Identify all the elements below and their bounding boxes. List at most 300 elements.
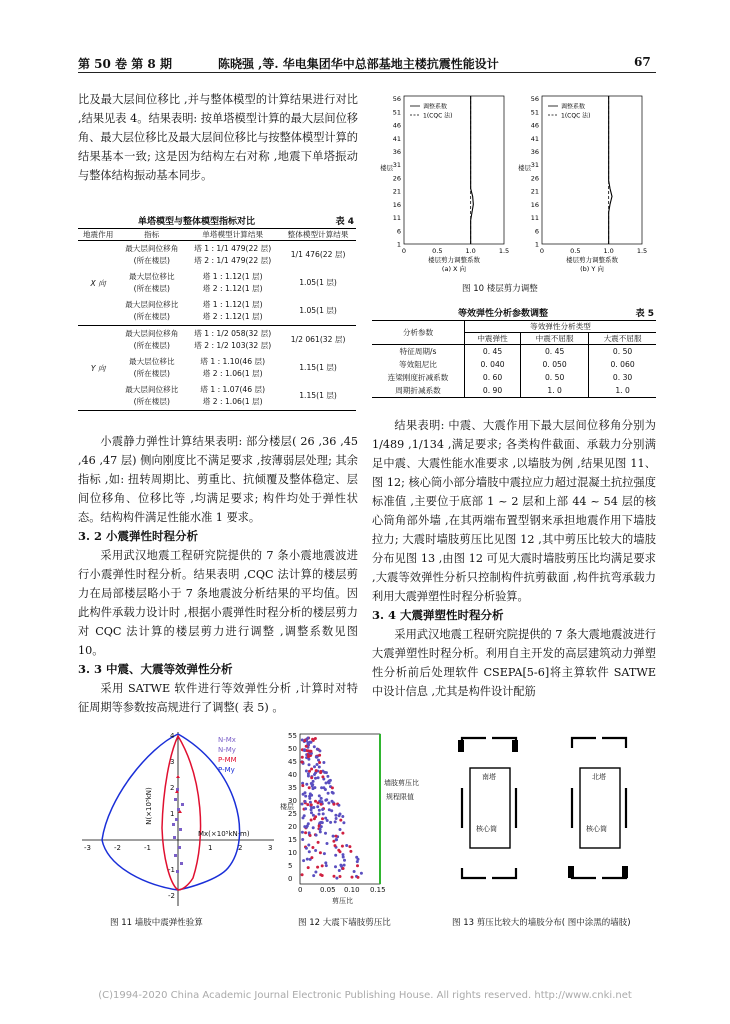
fig10-xtick: 1.5 bbox=[498, 247, 510, 255]
paragraph-equivalent-elastic: 采用 SATWE 软件进行等效弹性分析 ,计算时对特征周期等参数按高规进行了调整( 表 5) 。 bbox=[78, 682, 358, 714]
fig12-xtick-4: 0.15 bbox=[370, 886, 386, 894]
table-4-cell-metric: 最大层间位移比 (所在楼层) bbox=[125, 300, 179, 321]
fig11-ytick-3: 2 bbox=[170, 784, 175, 792]
shear-ratio-point bbox=[325, 782, 328, 785]
shear-ratio-point bbox=[319, 828, 322, 831]
fig11-xtick-1: -3 bbox=[84, 844, 91, 852]
paragraph-static-results: 小震静力弹性计算结果表明: 部分楼层( 26 ,36 ,45 ,46 ,47 层) 侧向刚度比不满足要求 ,按薄弱层处理; 其余指标 ,如: 扭转周期比、剪重比、抗倾覆及整体稳定、层间位移角、位移比等 ,均满足要求; 构件均处于弹性状态。结构构件满足性能水准 1 要求。 bbox=[78, 435, 358, 524]
fig10-ytick: 11 bbox=[530, 214, 539, 223]
shear-ratio-point bbox=[323, 852, 326, 855]
fig10-ytick: 21 bbox=[392, 187, 401, 196]
shear-ratio-point bbox=[313, 773, 316, 776]
shear-ratio-point bbox=[341, 845, 344, 848]
shear-ratio-point bbox=[335, 838, 338, 841]
table-4-row bbox=[78, 269, 356, 297]
fig12-legend-2: 规程限值 bbox=[386, 793, 414, 801]
table-5 bbox=[372, 306, 656, 398]
shear-ratio-point bbox=[310, 819, 313, 822]
shear-ratio-point bbox=[321, 775, 324, 778]
fig10-axes-frame bbox=[404, 96, 504, 244]
fig10-ytick: 56 bbox=[530, 95, 539, 104]
shear-ratio-point bbox=[319, 851, 322, 854]
figure-13-plan bbox=[452, 728, 662, 908]
fig10-xtick: 1.0 bbox=[603, 247, 614, 255]
fig12-ytick: 25 bbox=[288, 810, 297, 818]
shear-ratio-point bbox=[317, 841, 320, 844]
table-5-value: 0. 30 bbox=[612, 373, 633, 382]
shear-ratio-point bbox=[318, 761, 321, 764]
fig10-ylabel: 楼层 bbox=[518, 164, 531, 172]
fig10-ytick: 46 bbox=[392, 121, 401, 130]
table-5-value: 0. 50 bbox=[521, 371, 589, 384]
shear-ratio-point bbox=[315, 756, 318, 759]
shear-ratio-point bbox=[341, 832, 344, 835]
table-5-value: 0. 90 bbox=[465, 384, 521, 398]
fig10-ytick: 36 bbox=[392, 148, 401, 156]
shear-ratio-point bbox=[315, 834, 318, 837]
table-5-param: 特征周期/s bbox=[372, 345, 465, 359]
shear-ratio-point bbox=[320, 825, 323, 828]
table-4-cell-whole: 1.15(1 层) bbox=[299, 363, 337, 372]
shear-ratio-point bbox=[332, 835, 335, 838]
table-4-cell-metric: 最大层间位移角 (所在楼层) bbox=[125, 244, 179, 265]
shear-ratio-point bbox=[309, 741, 312, 744]
fig12-ytick: 15 bbox=[288, 836, 297, 844]
shear-ratio-point bbox=[309, 801, 312, 804]
shear-ratio-point bbox=[304, 800, 307, 803]
shear-ratio-point bbox=[305, 783, 308, 786]
shear-ratio-point bbox=[301, 838, 304, 841]
fig10-xtick: 0 bbox=[539, 247, 545, 255]
shear-ratio-point bbox=[301, 831, 304, 834]
shear-ratio-point bbox=[310, 776, 313, 779]
shear-ratio-point bbox=[327, 802, 330, 805]
fig12-ytick: 35 bbox=[288, 784, 297, 792]
table-5-param: 等效阻尼比 bbox=[372, 358, 465, 371]
fig10-ylabel: 楼层 bbox=[380, 164, 393, 172]
fig11-xtick-2: -2 bbox=[114, 844, 121, 852]
figure-10-plots bbox=[372, 90, 656, 280]
fig13-label-core-1: 核心筒 bbox=[476, 825, 497, 833]
shear-ratio-point bbox=[341, 815, 344, 818]
table-5-value: 1. 0 bbox=[615, 386, 630, 395]
fig10-xlabel: 楼层剪力调整系数 bbox=[428, 256, 480, 264]
table-4-number: 表 4 bbox=[335, 217, 354, 227]
shear-ratio-point bbox=[308, 786, 311, 789]
shear-ratio-point bbox=[326, 819, 329, 822]
table-5-value: 0. 60 bbox=[465, 371, 521, 384]
shear-ratio-point bbox=[303, 814, 306, 817]
high-shear-walls bbox=[458, 740, 628, 878]
shear-ratio-point bbox=[320, 800, 323, 803]
table-4-header: 单塔模型计算结果 bbox=[202, 230, 264, 239]
shear-ratio-point bbox=[309, 834, 312, 837]
fig12-ytick: 0 bbox=[288, 875, 293, 883]
shear-ratio-point bbox=[321, 864, 324, 867]
table-4-row bbox=[78, 241, 356, 270]
shear-ratio-point bbox=[337, 849, 340, 852]
fig12-ylabel: 楼层 bbox=[280, 803, 294, 811]
shear-ratio-point bbox=[310, 782, 313, 785]
shear-ratio-point bbox=[318, 754, 321, 757]
shear-ratio-point bbox=[310, 768, 313, 771]
shear-ratio-point bbox=[335, 877, 338, 880]
shear-ratio-point bbox=[333, 875, 336, 878]
shear-ratio-point bbox=[307, 737, 310, 740]
table-5-value: 0. 040 bbox=[465, 358, 521, 371]
table-4-cell-metric: 最大层位移比 (所在楼层) bbox=[128, 357, 175, 378]
fig10-ytick: 46 bbox=[530, 121, 539, 130]
shear-ratio-point bbox=[339, 828, 342, 831]
shear-ratio-point bbox=[312, 874, 315, 877]
fig11-legend-2: N-My bbox=[218, 746, 236, 754]
shear-ratio-point bbox=[318, 766, 321, 769]
shear-ratio-point bbox=[322, 761, 325, 764]
shear-ratio-point bbox=[308, 831, 311, 834]
shear-ratio-point bbox=[307, 844, 310, 847]
table-4-cell-whole: 1/2 061(32 层) bbox=[290, 335, 346, 344]
fig10-xtick: 1.5 bbox=[636, 247, 648, 255]
fig10-xlabel: 楼层剪力调整系数 bbox=[566, 256, 618, 264]
table-4-cell-single: 塔 1 : 1.12(1 层) 塔 2 : 1.12(1 层) bbox=[202, 272, 263, 293]
shear-ratio-point bbox=[306, 803, 309, 806]
shear-ratio-point bbox=[305, 745, 308, 748]
shear-ratio-point bbox=[313, 745, 316, 748]
fig10-ytick: 26 bbox=[530, 174, 539, 183]
table-4-header: 地震作用 bbox=[82, 230, 114, 239]
shear-ratio-point bbox=[325, 771, 328, 774]
left-main-text bbox=[78, 432, 358, 717]
table-5-group-header: 等效弹性分析类型 bbox=[465, 321, 657, 333]
shear-ratio-point bbox=[337, 804, 340, 807]
fig10-xtick: 1.0 bbox=[465, 247, 476, 255]
table-4-title: 单塔模型与整体模型指标对比 bbox=[138, 217, 256, 227]
shear-ratio-point bbox=[313, 765, 316, 768]
figure-10-caption: 图 10 楼层剪力调整 bbox=[462, 284, 538, 294]
fig11-legend-4: P-My bbox=[218, 766, 235, 774]
fig11-xtick-5: 2 bbox=[238, 844, 243, 852]
shear-ratio-point bbox=[316, 866, 319, 869]
table-4-cell-metric: 最大层间位移比 (所在楼层) bbox=[125, 385, 179, 406]
shear-ratio-point bbox=[305, 847, 308, 850]
table-5-row bbox=[372, 384, 656, 398]
figure-12 bbox=[280, 728, 450, 938]
shear-ratio-point bbox=[319, 771, 322, 774]
fig11-ytick-6: -2 bbox=[168, 892, 175, 900]
fig11-xtick-4: 1 bbox=[208, 844, 213, 852]
shear-ratio-point bbox=[303, 748, 306, 751]
shear-ratio-point bbox=[306, 858, 309, 861]
fig11-ytick-4: 1 bbox=[170, 810, 175, 818]
table-5-value: 0. 060 bbox=[610, 360, 635, 369]
shear-ratio-point bbox=[342, 821, 345, 824]
shear-ratio-point bbox=[312, 806, 315, 809]
fig10-ytick: 31 bbox=[392, 161, 401, 170]
section-3-2-heading: 3. 2 小震弹性时程分析 bbox=[78, 529, 199, 543]
journal-volume: 第 50 卷 第 8 期 bbox=[78, 57, 172, 71]
figure-13 bbox=[452, 728, 662, 938]
right-main-text bbox=[372, 416, 656, 701]
table-5-type-header: 大震不屈服 bbox=[603, 334, 642, 343]
shear-ratio-point bbox=[303, 825, 306, 828]
fig10-xtick: 0 bbox=[401, 247, 407, 255]
shear-ratio-point bbox=[314, 800, 317, 803]
shear-ratio-point bbox=[313, 786, 316, 789]
fig10-ytick: 41 bbox=[392, 134, 401, 143]
shear-ratio-point bbox=[322, 786, 325, 789]
fig12-xtick-1: 0 bbox=[298, 886, 303, 894]
fig10-xtick: 0.5 bbox=[432, 247, 443, 255]
shear-ratio-point bbox=[316, 748, 319, 751]
table-4-cell-whole: 1.05(1 层) bbox=[299, 306, 337, 315]
shear-ratio-point bbox=[308, 797, 311, 800]
shear-ratio-point bbox=[356, 864, 359, 867]
shear-ratio-point bbox=[349, 850, 352, 853]
shear-ratio-point bbox=[312, 826, 315, 829]
left-intro-paragraph: 比及最大层间位移比 ,并与整体模型的计算结果进行对比 ,结果见表 4。结果表明: 按单塔模型计算的最大层间位移角、最大层位移比及最大层间位移比与按整体模型计算的结果基本一致; 这是因为结构左右对称 ,地震下单塔振动与整体结构振动基本同步。 bbox=[78, 93, 358, 182]
figure-10 bbox=[372, 90, 656, 300]
shear-ratio-point bbox=[334, 865, 337, 868]
shear-ratio-point bbox=[312, 814, 315, 817]
shear-ratio-point bbox=[334, 854, 337, 857]
fig10-series-adjustment bbox=[609, 96, 612, 244]
fig12-ytick: 10 bbox=[288, 849, 297, 857]
table-4-row bbox=[78, 354, 356, 382]
shear-ratio-point bbox=[309, 792, 312, 795]
fig10-legend-label: 1(CQC 法) bbox=[561, 112, 591, 120]
table-4-cell-whole: 1.05(1 层) bbox=[299, 278, 337, 287]
shear-ratio-point bbox=[316, 805, 319, 808]
shear-ratio-point bbox=[339, 813, 342, 816]
shear-ratio-point bbox=[310, 811, 313, 814]
shear-ratio-point bbox=[307, 866, 310, 869]
fig13-label-south: 南塔 bbox=[482, 773, 496, 781]
fig10-ytick: 6 bbox=[396, 227, 401, 236]
shear-ratio-point bbox=[326, 842, 329, 845]
fig11-legend-1: N-Mx bbox=[218, 736, 236, 744]
shear-ratio-point bbox=[325, 864, 328, 867]
table-4-cell-whole: 1/1 476(22 层) bbox=[290, 250, 346, 259]
fig13-label-north: 北塔 bbox=[592, 773, 606, 781]
shear-ratio-point bbox=[317, 776, 320, 779]
table-4-row bbox=[78, 326, 356, 355]
fig10-ytick: 36 bbox=[530, 148, 539, 156]
fig10-ytick: 1 bbox=[396, 240, 401, 249]
shear-ratio-point bbox=[301, 873, 304, 876]
table-5-param: 连梁刚度折减系数 bbox=[372, 371, 465, 384]
shear-ratio-point bbox=[314, 849, 317, 852]
shear-ratio-point bbox=[319, 873, 322, 876]
running-title: 陈晓强 ,等. 华电集团华中总部基地主楼抗震性能设计 bbox=[218, 57, 499, 71]
table-5-grid bbox=[372, 320, 656, 398]
paragraph-elastic-time-history: 采用武汉地震工程研究院提供的 7 条小震地震波进行小震弹性时程分析。结果表明 ,CQC 法计算的楼层剪力在局部楼层略小于 7 条地震波分析结果的平均值。因此构件承载力设计时 ,根据小震弹性时程分析的楼层剪力对 CQC 法计算的楼层剪力进行调整 ,调整系数见图 10。 bbox=[78, 549, 358, 657]
shear-ratio-point bbox=[310, 750, 313, 753]
fig10-ytick: 16 bbox=[392, 200, 401, 209]
fig11-legend-3: P-MM bbox=[218, 756, 237, 764]
table-4-direction: X 向 bbox=[90, 278, 106, 288]
table-4 bbox=[78, 214, 356, 411]
fig12-ytick: 50 bbox=[288, 745, 297, 753]
table-5-row bbox=[372, 358, 656, 371]
shear-ratio-point bbox=[301, 761, 304, 764]
shear-ratio-point bbox=[338, 869, 341, 872]
shear-ratio-point bbox=[343, 859, 346, 862]
shear-ratio-point bbox=[301, 739, 304, 742]
figure-11-caption: 图 11 墙肢中震弹性验算 bbox=[110, 918, 203, 928]
fig10-ytick: 1 bbox=[534, 240, 539, 249]
figure-12-caption: 图 12 大震下墙肢剪压比 bbox=[298, 918, 391, 928]
shear-ratio-point bbox=[335, 817, 338, 820]
fig10-ytick: 41 bbox=[530, 134, 539, 143]
shear-ratio-point bbox=[334, 814, 337, 817]
shear-ratio-point bbox=[334, 820, 337, 823]
section-3-4-heading: 3. 4 大震弹塑性时程分析 bbox=[372, 608, 504, 622]
fig10-xtick: 0.5 bbox=[570, 247, 581, 255]
fig11-ytick-5: -1 bbox=[168, 866, 175, 874]
shear-ratio-point bbox=[311, 846, 314, 849]
shear-ratio-point bbox=[327, 792, 330, 795]
table-4-cell-single: 塔 1 : 1/1 479(22 层) 塔 2 : 1/1 479(22 层) bbox=[194, 244, 272, 265]
shear-ratio-point bbox=[342, 853, 345, 856]
table-4-cell-single: 塔 1 : 1.07(46 层) 塔 2 : 1.06(1 层) bbox=[200, 385, 266, 406]
shear-ratio-point bbox=[348, 845, 351, 848]
shear-ratio-point bbox=[326, 775, 329, 778]
shear-ratio-point bbox=[304, 795, 307, 798]
fig12-xlabel: 剪压比 bbox=[332, 897, 353, 905]
shear-ratio-point bbox=[355, 856, 358, 859]
table-5-number: 表 5 bbox=[635, 309, 654, 319]
table-5-type-header: 中震弹性 bbox=[465, 333, 521, 345]
fig12-ytick: 30 bbox=[288, 797, 297, 805]
shear-ratio-point bbox=[318, 794, 321, 797]
shear-ratio-point bbox=[308, 763, 311, 766]
fig12-legend-1: 墙肢剪压比 bbox=[384, 779, 419, 787]
shear-ratio-point bbox=[314, 777, 317, 780]
figure-13-caption: 图 13 剪压比较大的墙肢分布( 图中涂黑的墙肢) bbox=[452, 918, 631, 928]
shear-ratio-point bbox=[310, 803, 313, 806]
fig12-xtick-2: 0.05 bbox=[320, 886, 336, 894]
paragraph-medium-large-results: 结果表明: 中震、大震作用下最大层间位移角分别为 1/489 ,1/134 ,满足要求; 各类构件截面、承载力分别满足中震、大震性能水准要求 ,以墙肢为例 ,结果见图 11、图 12; 核心筒小部分墙肢中震拉应力超过混凝土抗拉强度标准值 ,主要位于底部 1 ~ 2 层和上部 44 ~ 54 层的核心筒角部外墙 ,在其两端布置型钢来承担地震作用下墙肢拉力; 大震时墙肢剪压比见图 12 ,其中剪压比较大的墙肢分布见图 13 ,由图 12 可见大震时墙肢剪压比均满足要求 ,大震等效弹性分析只控制构件抗剪截面 ,构件抗弯承载力利用大震弹塑性时程分析验算。 bbox=[372, 419, 656, 603]
shear-ratio-point bbox=[314, 737, 317, 740]
shear-ratio-point bbox=[305, 770, 308, 773]
shear-ratio-point bbox=[339, 864, 342, 867]
table-4-header: 整体模型计算结果 bbox=[287, 230, 349, 239]
shear-ratio-point bbox=[334, 844, 337, 847]
paragraph-elastoplastic: 采用武汉地震工程研究院提供的 7 条大震地震波进行大震弹塑性时程分析。利用自主开发的高层建筑动力弹塑性分析前后处理软件 CSEPA[5-6]将主算软件 SATWE 中设计信息 ,尤其是构件设计配筋 bbox=[372, 628, 656, 698]
shear-ratio-point bbox=[342, 867, 345, 870]
shear-ratio-point bbox=[335, 835, 338, 838]
fig10-ytick: 21 bbox=[530, 187, 539, 196]
shear-ratio-point bbox=[332, 803, 335, 806]
shear-ratio-point bbox=[307, 758, 310, 761]
shear-ratio-point bbox=[304, 807, 307, 810]
shear-ratio-point bbox=[317, 801, 320, 804]
shear-ratio-point bbox=[315, 769, 318, 772]
shear-ratio-point bbox=[351, 876, 354, 879]
shear-ratio-point bbox=[306, 825, 309, 828]
shear-ratio-point bbox=[301, 756, 304, 759]
shear-ratio-point bbox=[304, 791, 307, 794]
shear-ratio-point bbox=[331, 791, 334, 794]
table-5-value: 1. 0 bbox=[521, 384, 589, 398]
table-5-param: 周期折减系数 bbox=[372, 384, 465, 398]
shear-ratio-point bbox=[325, 798, 328, 801]
shear-ratio-point bbox=[357, 876, 360, 879]
copyright-footer: (C)1994-2020 China Academic Journal Electronic Publishing House. All rights reserved. http://www.cnki.net bbox=[98, 990, 632, 1001]
shear-ratio-point bbox=[318, 749, 321, 752]
fig11-xtick-6: 3 bbox=[268, 844, 273, 852]
wall-force-points-red bbox=[175, 775, 182, 813]
shear-ratio-point bbox=[343, 864, 346, 867]
shear-ratio-point bbox=[319, 830, 322, 833]
table-4-cell-metric: 最大层间位移角 (所在楼层) bbox=[125, 329, 179, 350]
fig10-ytick: 56 bbox=[392, 95, 401, 104]
table-5-value: 0. 50 bbox=[612, 347, 633, 356]
shear-ratio-point bbox=[301, 803, 304, 806]
page-number: 67 bbox=[634, 55, 651, 69]
fig10-subcaption: (a) X 向 bbox=[441, 265, 467, 273]
table-4-grid bbox=[78, 228, 356, 411]
table-5-value: 0. 050 bbox=[521, 358, 589, 371]
fig10-ytick: 51 bbox=[392, 108, 401, 117]
fig10-legend-label: 调整系数 bbox=[561, 103, 586, 111]
fig12-ytick: 5 bbox=[288, 862, 293, 870]
table-5-row bbox=[372, 345, 656, 359]
shear-ratio-point bbox=[339, 819, 342, 822]
table-4-row bbox=[78, 382, 356, 411]
shear-ratio-point bbox=[310, 856, 313, 859]
shear-ratio-point bbox=[329, 821, 332, 824]
fig10-ytick: 31 bbox=[530, 161, 539, 170]
table-4-cell-single: 塔 1 : 1.10(46 层) 塔 2 : 1.06(1 层) bbox=[200, 357, 266, 378]
shear-ratio-point bbox=[302, 859, 305, 862]
fig12-ytick: 40 bbox=[288, 771, 297, 779]
table-4-cell-metric: 最大层位移比 (所在楼层) bbox=[128, 272, 175, 293]
shear-ratio-point bbox=[307, 772, 310, 775]
table-4-cell-single: 塔 1 : 1/2 058(32 层) 塔 2 : 1/2 103(32 层) bbox=[194, 329, 272, 350]
shear-ratio-point bbox=[360, 872, 363, 875]
fig10-legend-label: 调整系数 bbox=[423, 103, 448, 111]
shear-ratio-point bbox=[313, 817, 316, 820]
table-5-param-header: 分析参数 bbox=[372, 321, 465, 345]
shear-ratio-point bbox=[318, 813, 321, 816]
shear-ratio-point bbox=[307, 755, 310, 758]
table-5-title: 等效弹性分析参数调整 bbox=[458, 309, 549, 319]
figure-12-plot bbox=[280, 728, 450, 898]
figure-11-plot bbox=[78, 728, 278, 908]
fig10-ytick: 6 bbox=[534, 227, 539, 236]
figure-11 bbox=[78, 728, 278, 938]
table-4-header: 指标 bbox=[144, 230, 160, 239]
header-rule bbox=[78, 72, 656, 73]
shear-ratio-point bbox=[301, 784, 304, 787]
shear-ratio-point bbox=[321, 817, 324, 820]
fig11-xlabel: Mx(×10⁵kN·m) bbox=[198, 830, 250, 838]
fig12-xtick-3: 0.10 bbox=[344, 886, 360, 894]
table-4-row bbox=[78, 297, 356, 326]
fig11-ytick-1: 4 bbox=[170, 732, 175, 740]
shear-ratio-point bbox=[324, 861, 327, 864]
shear-ratio-point bbox=[345, 844, 348, 847]
table-5-value: 0. 45 bbox=[465, 345, 521, 359]
table-5-row bbox=[372, 371, 656, 384]
fig10-subcaption: (b) Y 向 bbox=[580, 265, 604, 273]
shear-ratio-point bbox=[304, 831, 307, 834]
shear-ratio-point bbox=[324, 832, 327, 835]
shear-ratio-point bbox=[339, 875, 342, 878]
shear-ratio-point bbox=[320, 797, 323, 800]
shear-ratio-point bbox=[321, 808, 324, 811]
